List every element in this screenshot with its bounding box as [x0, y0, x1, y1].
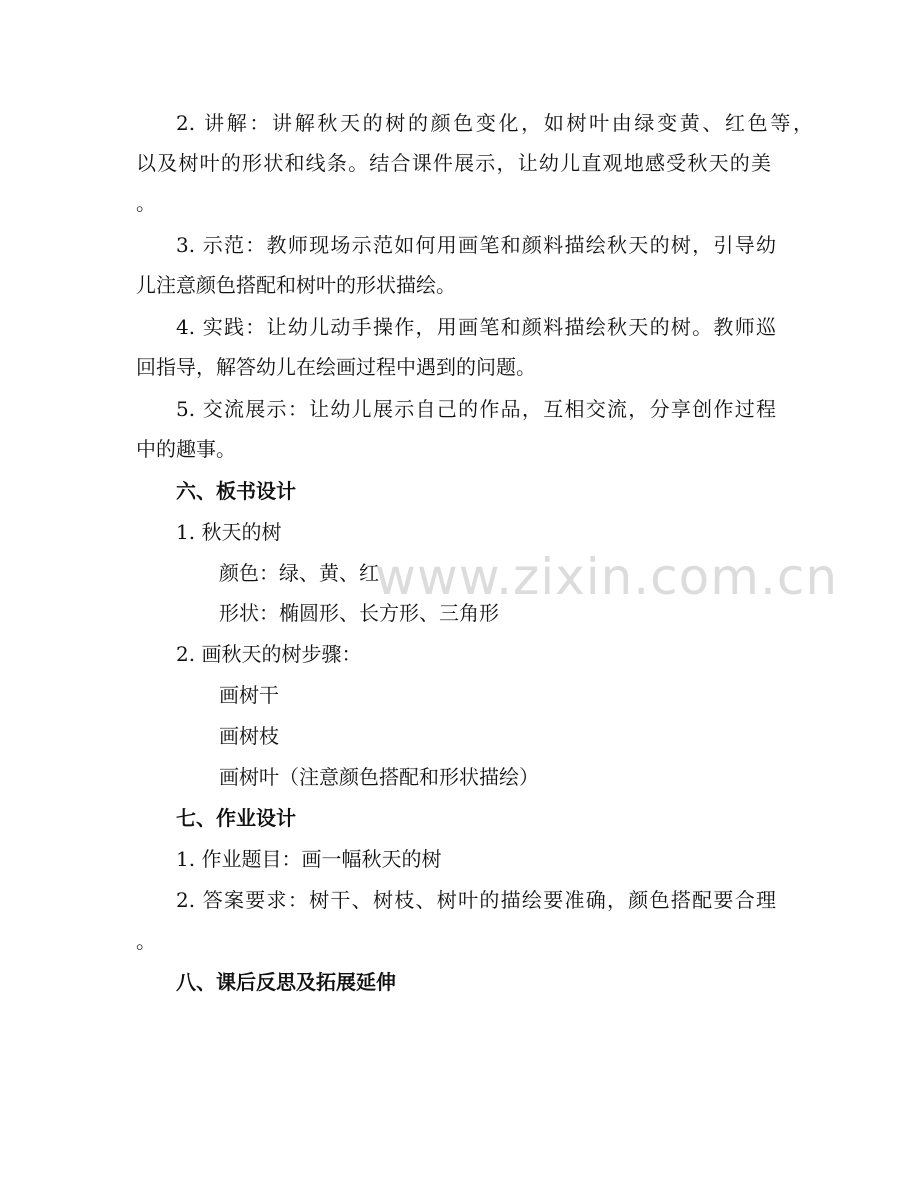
homework-item-1: 1. 作业题目：画一幅秋天的树: [176, 847, 442, 871]
paragraph-3-line-1: 3. 示范：教师现场示范如何用画笔和颜料描绘秋天的树，引导幼: [176, 233, 776, 257]
paragraph-5-line-1: 5. 交流展示：让幼儿展示自己的作品，互相交流，分享创作过程: [176, 397, 776, 421]
paragraph-2-line-1: 2. 讲解：讲解秋天的树的颜色变化，如树叶由绿变黄、红色等，: [176, 111, 813, 135]
board-item-1: 1. 秋天的树: [176, 520, 282, 544]
homework-item-2-line-1: 2. 答案要求：树干、树枝、树叶的描绘要准确，颜色搭配要合理: [176, 888, 776, 912]
paragraph-2-line-2: 以及树叶的形状和线条。结合课件展示，让幼儿直观地感受秋天的美: [136, 151, 771, 175]
board-step-3: 画树叶（注意颜色搭配和形状描绘）: [219, 765, 539, 789]
homework-item-2-line-2: 。: [136, 929, 156, 953]
watermark: www.zixin.com.cn: [375, 548, 839, 606]
paragraph-4-line-1: 4. 实践：让幼儿动手操作，用画笔和颜料描绘秋天的树。教师巡: [176, 315, 776, 339]
section-heading-reflection: 八、课后反思及拓展延伸: [176, 970, 396, 994]
board-item-2: 2. 画秋天的树步骤：: [176, 642, 362, 666]
paragraph-3-line-2: 儿注意颜色搭配和树叶的形状描绘。: [136, 273, 456, 297]
section-heading-homework: 七、作业设计: [176, 806, 296, 830]
board-step-1: 画树干: [219, 683, 279, 707]
board-item-1-shapes: 形状：椭圆形、长方形、三角形: [219, 601, 499, 625]
board-item-1-colors: 颜色：绿、黄、红: [219, 561, 379, 585]
section-heading-board-design: 六、板书设计: [176, 479, 296, 503]
paragraph-2-line-3: 。: [136, 191, 156, 215]
board-step-2: 画树枝: [219, 724, 279, 748]
paragraph-4-line-2: 回指导，解答幼儿在绘画过程中遇到的问题。: [136, 355, 536, 379]
paragraph-5-line-2: 中的趣事。: [136, 437, 236, 461]
